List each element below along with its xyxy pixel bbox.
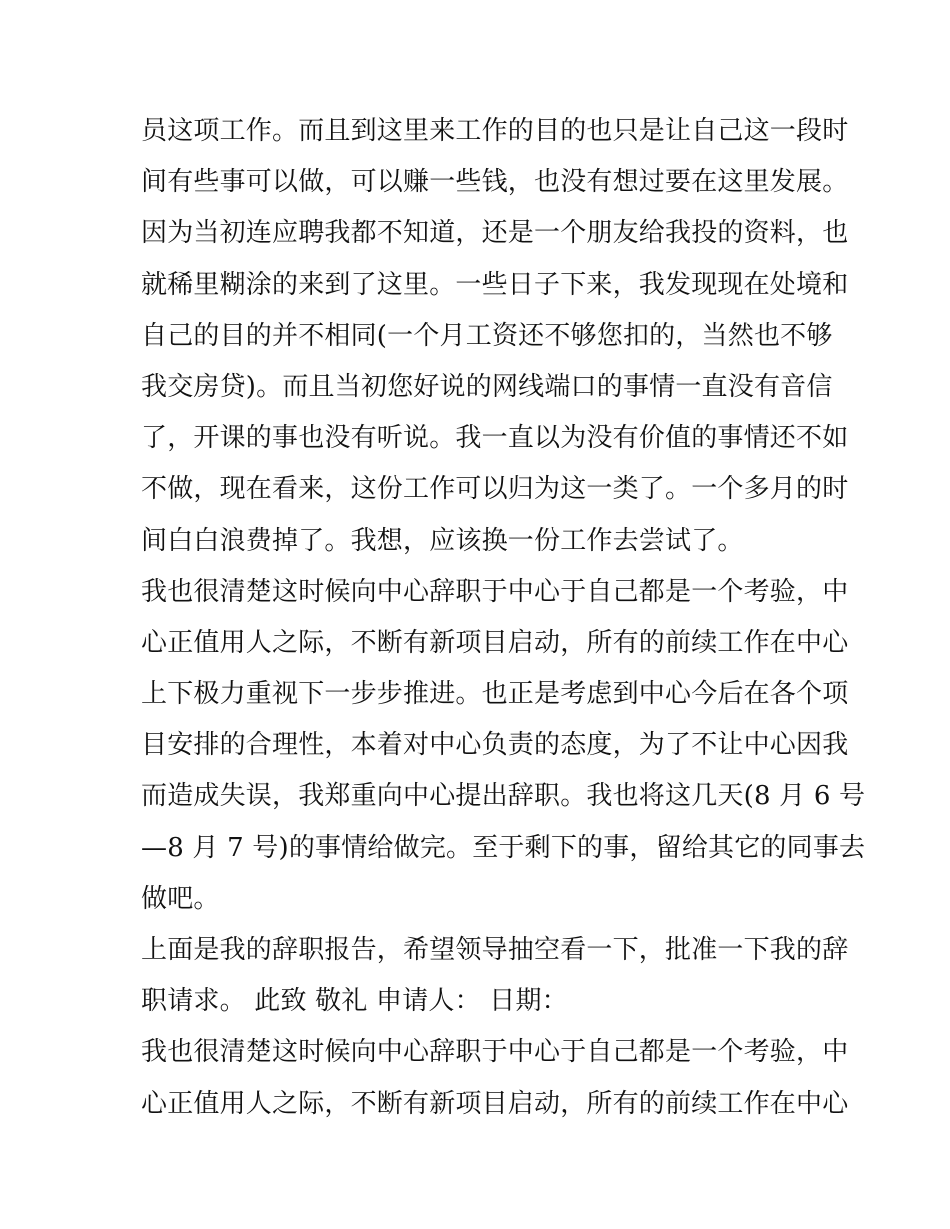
text-line: 了，开课的事也没有听说。我一直以为没有价值的事情还不如 [141, 423, 849, 454]
text-line: 我也很清楚这时候向中心辞职于中心于自己都是一个考验，中 [141, 1037, 849, 1068]
text-line: 而造成失误，我郑重向中心提出辞职。我也将这几天(8 月 6 号 [141, 781, 866, 812]
text-line: 目安排的合理性，本着对中心负责的态度，为了不让中心因我 [141, 730, 849, 761]
text-line: 我交房贷)。而且当初您好说的网线端口的事情一直没有音信 [141, 371, 833, 402]
text-line: 就稀里糊涂的来到了这里。一些日子下来，我发现现在处境和 [141, 269, 849, 300]
text-line: —8 月 7 号)的事情给做完。至于剩下的事，留给其它的同事去 [141, 832, 866, 863]
text-line: 做吧。 [141, 883, 220, 914]
text-line: 心正值用人之际，不断有新项目启动，所有的前续工作在中心 [141, 1088, 849, 1119]
text-line: 因为当初连应聘我都不知道，还是一个朋友给我投的资料，也 [141, 218, 849, 249]
text-line: 不做，现在看来，这份工作可以归为这一类了。一个多月的时 [141, 474, 849, 505]
text-line: 自己的目的并不相同(一个月工资还不够您扣的，当然也不够 [141, 320, 833, 351]
body-text [141, 106, 866, 1130]
text-line: 间有些事可以做，可以赚一些钱，也没有想过要在这里发展。 [141, 167, 849, 198]
text-line: 我也很清楚这时候向中心辞职于中心于自己都是一个考验，中 [141, 576, 849, 607]
text-line: 上下极力重视下一步步推进。也正是考虑到中心今后在各个项 [141, 679, 849, 710]
text-line: 职请求。 此致 敬礼 申请人： 日期： [141, 986, 568, 1017]
text-line: 心正值用人之际，不断有新项目启动，所有的前续工作在中心 [141, 627, 849, 658]
text-line: 间白白浪费掉了。我想，应该换一份工作去尝试了。 [141, 525, 744, 556]
text-line: 上面是我的辞职报告，希望领导抽空看一下，批准一下我的辞 [141, 935, 849, 965]
text-line: 员这项工作。而且到这里来工作的目的也只是让自己这一段时 [141, 116, 849, 146]
